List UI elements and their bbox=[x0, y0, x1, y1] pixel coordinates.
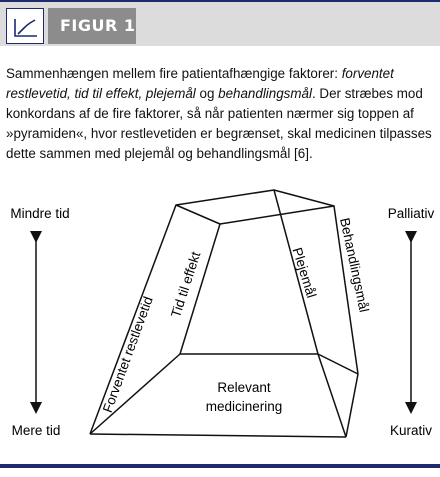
caption-text-3: . Der stræbes mod konkordans af de fire faktorer, så når patienten nærmer sig toppen af »pyramiden«, hvor restlevetiden er begrænset, skal medicinen tilpasses dette sammen med plejemål og behandlingsmål [6]. bbox=[6, 86, 432, 161]
left-top-label: Mindre tid bbox=[10, 206, 70, 221]
caption-text-1: Sammenhængen mellem fire patientafhængige faktorer: bbox=[6, 66, 342, 81]
base-label-line1: Relevant bbox=[217, 380, 271, 395]
figure-label bbox=[48, 8, 136, 44]
line-chart-icon bbox=[6, 8, 44, 44]
face-label-left: Forventet restlevetid bbox=[99, 294, 156, 415]
figure-caption bbox=[6, 64, 436, 164]
caption-text-2: og bbox=[195, 86, 219, 101]
face-label-inner-right: Plejemål bbox=[289, 245, 320, 300]
face-label-inner-left: Tid til effekt bbox=[168, 249, 204, 320]
right-bottom-label: Kurativ bbox=[389, 423, 433, 438]
caption-italic-2: behandlingsmål bbox=[218, 86, 312, 101]
right-top-label: Palliativ bbox=[387, 206, 435, 221]
left-bottom-label: Mere tid bbox=[11, 423, 61, 438]
figure-header bbox=[0, 0, 440, 46]
figure-label-text: FIGUR 1 bbox=[60, 16, 136, 35]
bottom-rule bbox=[0, 464, 440, 468]
caption-italic-1: forventet restlevetid, tid til effekt, plejemål bbox=[6, 66, 394, 101]
face-label-right: Behandlingsmål bbox=[337, 216, 372, 314]
pyramid-diagram bbox=[0, 182, 440, 457]
base-label-line2: medicinering bbox=[205, 399, 283, 414]
